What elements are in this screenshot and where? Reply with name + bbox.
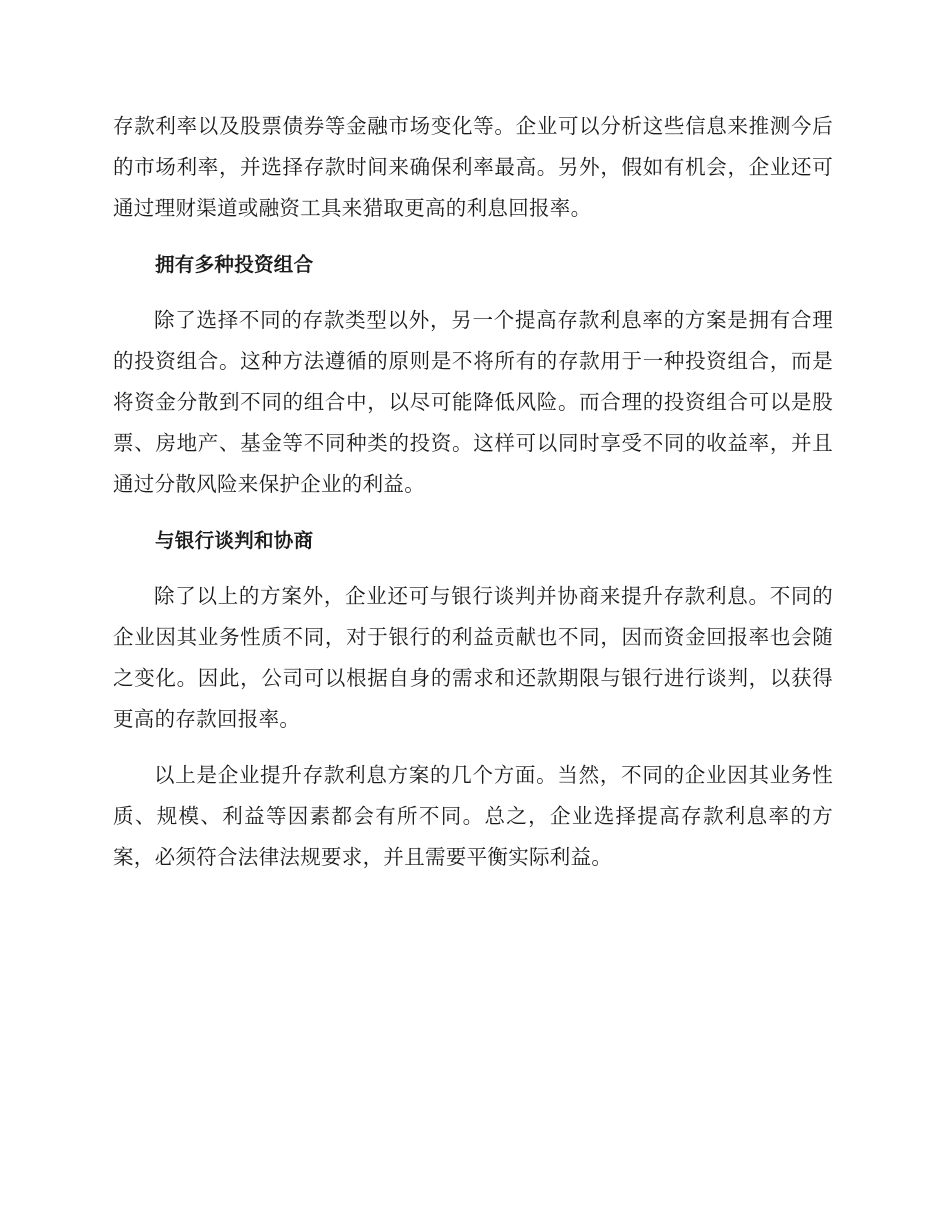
section-heading-bank-negotiation: 与银行谈判和协商 [155, 529, 314, 552]
section-heading-portfolio: 拥有多种投资组合 [155, 253, 314, 276]
paragraph-portfolio: 除了选择不同的存款类型以外，另一个提高存款利息率的方案是拥有合理的投资组合。这种方法遵循的原则是不将所有的存款用于一种投资组合，而是将资金分散到不同的组合中，以尽可能降低风险。而合理的投资组合可以是股票、房地产、基金等不同种类的投资。这样可以同时享受不同的收益率，并且通过分散风险来保护企业的利益。 [113, 308, 833, 496]
paragraph-bank-negotiation: 除了以上的方案外，企业还可与银行谈判并协商来提升存款利息。不同的企业因其业务性质不同，对于银行的利益贡献也不同，因而资金回报率也会随之变化。因此，公司可以根据自身的需求和还款期限与银行进行谈判，以获得更高的存款回报率。 [113, 584, 833, 731]
paragraph-market-rates: 存款利率以及股票债券等金融市场变化等。企业可以分析这些信息来推测今后的市场利率，并选择存款时间来确保利率最高。另外，假如有机会，企业还可通过理财渠道或融资工具来猎取更高的利息回报率。 [113, 114, 833, 220]
paragraph-conclusion: 以上是企业提升存款利息方案的几个方面。当然，不同的企业因其业务性质、规模、利益等因素都会有所不同。总之，企业选择提高存款利息率的方案，必须符合法律法规要求，并且需要平衡实际利益。 [113, 763, 833, 869]
